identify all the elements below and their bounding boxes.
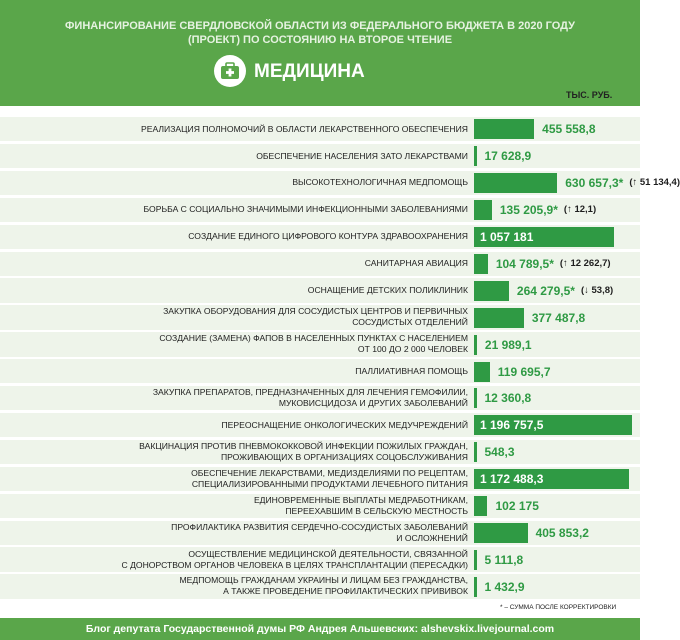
bar-category-label-line: ПРОЖИВАЮЩИХ В ОРГАНИЗАЦИЯХ СОЦОБСЛУЖИВАНИЯ [220,451,468,462]
bar-value-label: 405 853,2 [535,525,589,540]
bar-category-label [28,278,468,302]
bar-category-label-line: ВЫСОКОТЕХНОЛОГИЧНАЯ МЕДПОМОЩЬ [292,177,468,188]
bar [474,335,477,355]
bar-category-label [28,359,468,383]
bar-category-label-line: ЗАКУПКА ПРЕПАРАТОВ, ПРЕДНАЗНАЧЕННЫХ ДЛЯ ЛЕЧЕНИЯ ГЕМОФИЛИИ, [152,387,468,398]
bar-value-label: 1 057 181 [480,230,534,245]
bar-category-label [28,386,468,410]
bar [474,496,487,516]
first-aid-kit-icon [214,55,246,87]
bar-category-label-line: С ДОНОРСТВОМ ОРГАНОВ ЧЕЛОВЕКА В ЦЕЛЯХ ТРАНСПЛАНТАЦИИ (ПЕРЕСАДКИ) [121,559,468,570]
bar-category-label [28,171,468,195]
bar-change-label: (↑ 12 262,7) [559,257,611,269]
bar-category-label [28,117,468,141]
bar-category-label-line: МЕДПОМОЩЬ ГРАЖДАНАМ УКРАИНЫ И ЛИЦАМ БЕЗ ГРАЖДАНСТВА, [179,575,468,586]
bar-category-label-line: ПРОФИЛАКТИКА РАЗВИТИЯ СЕРДЕЧНО-СОСУДИСТЫХ ЗАБОЛЕВАНИЙ [171,521,468,532]
bar [474,200,492,220]
bar-value-label: 135 205,9* [499,203,558,218]
chart-title-line-2: (ПРОЕКТ) ПО СОСТОЯНИЮ НА ВТОРОЕ ЧТЕНИЕ [187,34,453,46]
bar-category-label-line: ПЕРЕОСНАЩЕНИЕ ОНКОЛОГИЧЕСКИХ МЕДУЧРЕЖДЕНИЙ [221,419,468,430]
bar-value-label: 17 628,9 [484,149,532,164]
chart-title-line-1: ФИНАНСИРОВАНИЕ СВЕРДЛОВСКОЙ ОБЛАСТИ ИЗ ФЕДЕРАЛЬНОГО БЮДЖЕТА В 2020 ГОДУ [65,20,575,32]
bar-value-label: 5 111,8 [484,552,524,567]
bar-category-label-line: РЕАЛИЗАЦИЯ ПОЛНОМОЧИЙ В ОБЛАСТИ ЛЕКАРСТВЕННОГО ОБЕСПЕЧЕНИЯ [141,123,468,134]
bar-value-label: 21 989,1 [484,337,532,352]
bar-category-label-line: СОЗДАНИЕ ЕДИНОГО ЦИФРОВОГО КОНТУРА ЗДРАВООХРАНЕНИЯ [188,231,468,242]
bar-category-label-line: БОРЬБА С СОЦИАЛЬНО ЗНАЧИМЫМИ ИНФЕКЦИОННЫМИ ЗАБОЛЕВАНИЯМИ [143,204,468,215]
bar-category-label-line: СПЕЦИАЛИЗИРОВАННЫМИ ПРОДУКТАМИ ЛЕЧЕБНОГО ПИТАНИЯ [191,478,468,489]
bar-category-label-line: ОТ 100 ДО 2 000 ЧЕЛОВЕК [357,344,468,355]
units-label: ТЫС. РУБ. [566,90,613,100]
bar [474,281,509,301]
bar-value-label: 119 695,7 [497,364,551,379]
bar-category-label-line: СОЗДАНИЕ (ЗАМЕНА) ФАПОВ В НАСЕЛЕННЫХ ПУНКТАХ С НАСЕЛЕНИЕМ [159,333,468,344]
bar-category-label-line: ОСНАЩЕНИЕ ДЕТСКИХ ПОЛИКЛИНИК [307,285,468,296]
bar-category-label-line: ОБЕСПЕЧЕНИЕ ЛЕКАРСТВАМИ, МЕДИЗДЕЛИЯМИ ПО РЕЦЕПТАМ, [191,467,468,478]
bar-value-label: 264 279,5* [516,283,575,298]
bar [474,523,528,543]
bar-category-label-line: МУКОВИСЦИДОЗА И ДРУГИХ ЗАБОЛЕВАНИЙ [278,398,468,409]
chart-title [0,19,640,47]
bar-category-label [28,521,468,545]
bar-category-label [28,252,468,276]
bar-category-label [28,467,468,491]
bar-change-label: (↑ 51 134,4) [629,177,680,189]
bar-value-label: 1 196 757,5 [480,418,544,433]
bar-category-label [28,440,468,464]
bar [474,254,488,274]
bar-value-label: 1 432,9 [484,579,525,594]
bar-category-label-line: ОБЕСПЕЧЕНИЕ НАСЕЛЕНИЯ ЗАТО ЛЕКАРСТВАМИ [256,150,468,161]
bar-category-label-line: САНИТАРНАЯ АВИАЦИЯ [364,258,468,269]
bar-category-label-line: ЗАКУПКА ОБОРУДОВАНИЯ ДЛЯ СОСУДИСТЫХ ЦЕНТРОВ И ПЕРВИЧНЫХ [163,306,468,317]
bar-category-label [28,547,468,571]
header-banner [0,0,640,106]
bar [474,119,534,139]
section-title: МЕДИЦИНА [254,61,365,82]
bar-category-label-line: ЕДИНОВРЕМЕННЫЕ ВЫПЛАТЫ МЕДРАБОТНИКАМ, [253,494,468,505]
footnote: * – СУММА ПОСЛЕ КОРРЕКТИРОВКИ [500,604,617,611]
bar-category-label [28,494,468,518]
bar-category-label-line: СОСУДИСТЫХ ОТДЕЛЕНИЙ [352,317,468,328]
bar-value-label: 377 487,8 [531,310,586,325]
bar-value-label: 630 657,3* [565,176,624,191]
bar [474,308,524,328]
bar-value-label: 102 175 [495,499,539,514]
bar-change-label: (↑ 12,1) [563,204,597,216]
bar-value-label: 548,3 [484,445,515,460]
bar-category-label [28,305,468,329]
bar [474,173,557,193]
bar-value-label: 104 789,5* [495,256,554,271]
bar [474,442,477,462]
bar-category-label [28,574,468,598]
bar-category-label-line: ВАКЦИНАЦИЯ ПРОТИВ ПНЕВМОКОККОВОЙ ИНФЕКЦИИ ПОЖИЛЫХ ГРАЖДАН, [139,440,468,451]
bar-category-label-line: А ТАКЖЕ ПРОВЕДЕНИЕ ПРОФИЛАКТИЧЕСКИХ ПРИВИВОК [223,586,468,597]
bar-category-label [28,225,468,249]
bar-category-label [28,413,468,437]
bar-category-label-line: ОСУЩЕСТВЛЕНИЕ МЕДИЦИНСКОЙ ДЕЯТЕЛЬНОСТИ, СВЯЗАННОЙ [188,548,468,559]
bar [474,146,477,166]
bar-value-label: 1 172 488,3 [480,472,544,487]
bar-category-label [28,144,468,168]
bar-category-label [28,332,468,356]
bar-change-label: (↓ 53,8) [580,284,614,296]
bar [474,550,477,570]
bar-category-label [28,198,468,222]
bar-category-label-line: ПЕРЕЕХАВШИМ В СЕЛЬСКУЮ МЕСТНОСТЬ [285,505,468,516]
bar [474,577,477,597]
footer-credit: Блог депутата Государственной думы РФ Андрея Альшевских: alshevskix.livejournal.com [0,618,640,640]
bar-category-label-line: И ОСЛОЖНЕНИЙ [396,532,468,543]
bar [474,388,477,408]
bar-value-label: 12 360,8 [484,391,532,406]
bar-value-label: 455 558,8 [542,122,596,137]
bar-category-label-line: ПАЛЛИАТИВНАЯ ПОМОЩЬ [355,365,468,376]
bar [474,362,490,382]
